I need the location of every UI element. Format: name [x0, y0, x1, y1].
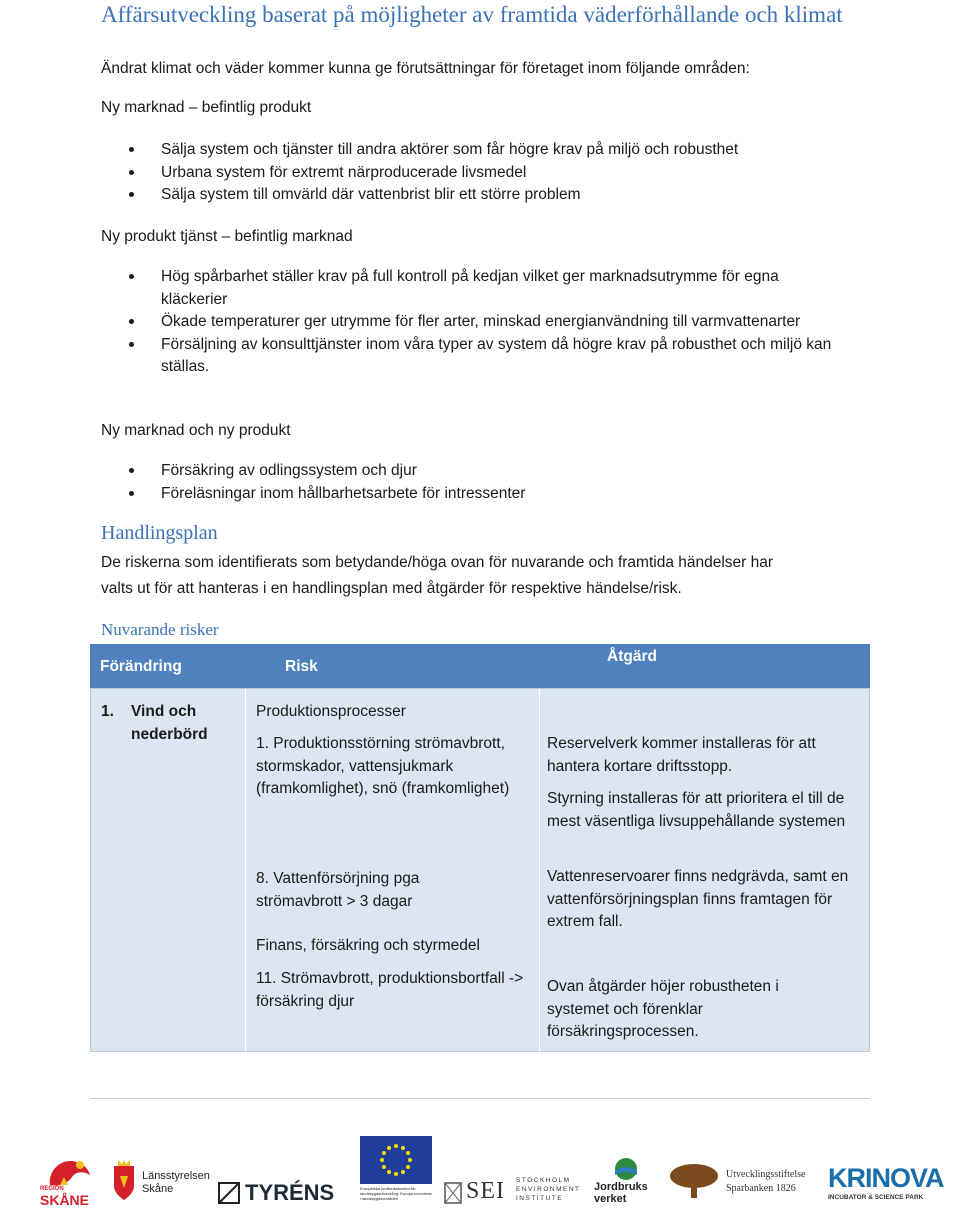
section1-list — [161, 139, 861, 207]
current-risks-heading: Nuvarande risker — [101, 620, 219, 639]
list-item: Urbana system för extremt närproducerade livsmedel — [161, 162, 861, 185]
lansstyrelsen-logo — [110, 1158, 210, 1208]
logo-text: Europeiska jordbruksfonden för landsbygdsutveckling: Europa investerar i landsbygdsområden — [360, 1186, 432, 1201]
list-item: Sälja system till omvärld där vattenbrist blir ett större problem — [161, 184, 861, 207]
region-skane-logo — [40, 1155, 98, 1207]
table-row — [90, 688, 870, 1052]
column-header-action: Åtgärd — [607, 648, 657, 665]
logo-text: KRINOVA — [828, 1163, 944, 1193]
list-item: Försäkring av odlingssystem och djur — [161, 460, 861, 483]
bullet-icon — [129, 274, 134, 279]
page-heading: Affärsutveckling baserat på möjligheter av framtida väderförhållande och klimat — [101, 2, 843, 27]
column-header-risk: Risk — [285, 658, 318, 675]
intro-text: Ändrat klimat och väder kommer kunna ge förutsättningar för företaget inom följande områden: — [101, 60, 750, 77]
sei-logo — [444, 1177, 584, 1210]
risk-item: 11. Strömavbrott, produktionsbortfall -> försäkring djur — [256, 970, 524, 1010]
list-item: Sälja system och tjänster till andra aktörer som får högre krav på miljö och robusthet — [161, 139, 861, 162]
plan-text-line1: De riskerna som identifierats som betydande/höga ovan för nuvarande och framtida händelser har — [101, 554, 774, 571]
bullet-icon — [129, 192, 134, 197]
bullet-icon — [129, 147, 134, 152]
logo-text: Länsstyrelsen Skåne — [142, 1170, 210, 1195]
list-item: Föreläsningar inom hållbarhetsarbete för intressenter — [161, 483, 861, 506]
section3-title: Ny marknad och ny produkt — [101, 422, 291, 439]
jordbruksverket-logo — [594, 1157, 658, 1209]
logo-text: TYRÉNS — [245, 1180, 335, 1205]
logo-text: STOCKHOLM ENVIRONMENT INSTITUTE — [516, 1177, 581, 1202]
action-item: Vattenreservoarer finns nedgrävda, samt en vattenförsörjningsplan finns framtagen för extrem fall. — [547, 868, 849, 930]
logo-text: SEI — [466, 1178, 505, 1204]
bullet-icon — [129, 170, 134, 175]
bullet-icon — [129, 491, 134, 496]
logo-text: Jordbruks verket — [594, 1181, 648, 1205]
list-item: Försäljning av konsulttjänster inom våra typer av system då högre krav på robusthet och miljö kan ställas. — [161, 334, 841, 379]
crest-icon — [110, 1158, 138, 1204]
change-number: 1. — [101, 703, 114, 720]
action-item: Ovan åtgärder höjer robustheten i systemet och förenklar försäkringsprocessen. — [547, 978, 779, 1040]
risk-item: 8. Vattenförsörjning pga strömavbrott > 3 dagar — [256, 870, 420, 910]
action-item: Styrning installeras för att prioritera el till de mest väsentliga livsuppehållande systemen — [547, 790, 846, 830]
krinova-logo — [828, 1165, 956, 1205]
logo-text: SKÅNE — [40, 1192, 90, 1208]
tyrens-logo — [218, 1182, 346, 1208]
section1-title: Ny marknad – befintlig produkt — [101, 99, 312, 116]
bullet-icon — [129, 342, 134, 347]
sparbanken-logo — [668, 1162, 824, 1202]
column-header-change: Förändring — [100, 658, 182, 675]
section2-list — [161, 266, 841, 379]
sei-mark-icon — [444, 1182, 462, 1204]
section3-list — [161, 460, 861, 505]
list-item: Ökade temperaturer ger utrymme för fler arter, minskad energianvändning till varmvattenarter — [161, 311, 841, 334]
logo-text: INCUBATOR & SCIENCE PARK — [828, 1194, 924, 1201]
risk-title: Produktionsprocesser — [256, 703, 406, 720]
bullet-icon — [129, 468, 134, 473]
table-header — [90, 644, 870, 688]
tree-icon — [668, 1162, 720, 1200]
list-item: Hög spårbarhet ställer krav på full kontroll på kedjan vilket ger marknadsutrymme för egna kläckerier — [161, 266, 841, 311]
bullet-icon — [129, 319, 134, 324]
section2-title: Ny produkt tjänst – befintlig marknad — [101, 228, 353, 245]
column-divider — [539, 689, 540, 1053]
plan-heading: Handlingsplan — [101, 522, 218, 544]
change-label: Vind och nederbörd — [131, 703, 208, 743]
footer-divider — [90, 1098, 870, 1099]
eu-logo — [360, 1136, 432, 1210]
logo-text: REGION — [40, 1186, 64, 1192]
column-divider — [245, 689, 246, 1053]
plan-text-line2: valts ut för att hanteras i en handlingsplan med åtgärder för respektive händelse/risk. — [101, 580, 682, 597]
risk-item: Finans, försäkring och styrmedel — [256, 937, 480, 954]
logo-text: Utvecklingsstiftelse Sparbanken 1826 — [726, 1169, 806, 1194]
action-item: Reservelverk kommer installeras för att hantera kortare driftsstopp. — [547, 735, 816, 775]
eu-flag-icon — [360, 1136, 432, 1184]
risk-item: 1. Produktionsstörning strömavbrott, stormskador, vattensjukmark (framkomlighet), snö (framkomlighet) — [256, 735, 510, 797]
tyrens-mark-icon — [218, 1182, 240, 1204]
landscape-icon — [606, 1157, 646, 1181]
